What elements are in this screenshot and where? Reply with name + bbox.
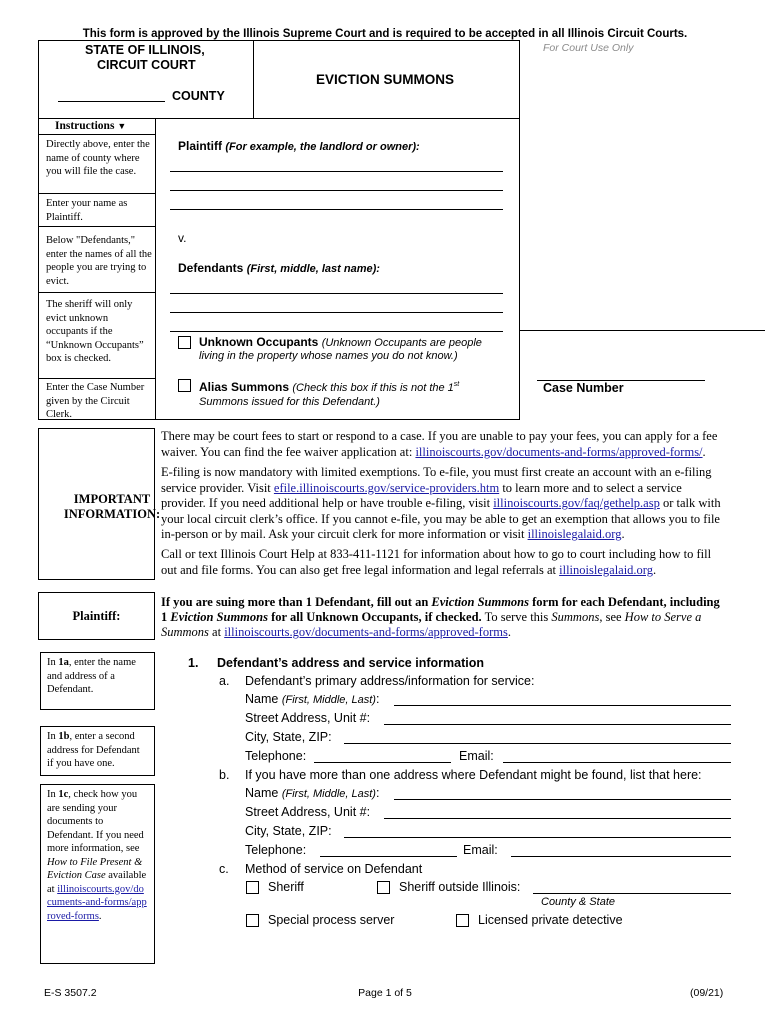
instruction-item: Below "Defendants," enter the names of all the people you are trying to evict. (46, 235, 152, 287)
sheriff-outside-checkbox[interactable] (377, 881, 390, 894)
state-label: STATE OF ILLINOIS, (85, 43, 205, 57)
plaintiff-input-line-2[interactable] (170, 190, 503, 191)
instructions-toggle[interactable] (55, 120, 126, 132)
email-label-b: Email: (463, 843, 498, 857)
licensed-detective-label: Licensed private detective (478, 913, 623, 927)
important-label: IMPORTANT (73, 492, 151, 506)
name-input-a[interactable] (394, 705, 731, 706)
unknown-occupants-label: Unknown Occupants (Unknown Occupants are people (199, 335, 482, 349)
instruction-1b: In 1b, enter a second address for Defendant if you have one. (40, 726, 155, 776)
item-b-title: If you have more than one address where Defendant might be found, list that here: (245, 768, 702, 782)
plaintiff-box-label: Plaintiff: (72, 609, 121, 623)
important-label-2: INFORMATION: (63, 507, 161, 521)
plaintiff-input-line-1[interactable] (170, 171, 503, 172)
city-label-b: City, State, ZIP: (245, 824, 332, 838)
fee-waiver-info: There may be court fees to start or respond to a case. If you are unable to pay your fees, you can apply for a fee waiver. You can find the fee waiver application at: illinoiscourts.gov/documents-and-forms/approved-forms/. (161, 429, 718, 459)
unknown-occupants-checkbox[interactable] (178, 336, 191, 349)
section-title: Defendant’s address and service information (217, 656, 484, 670)
county-state-input[interactable] (533, 893, 731, 894)
legalaid-link-2[interactable]: illinoislegalaid.org (559, 562, 653, 577)
item-a-title: Defendant’s primary address/information for service: (245, 674, 535, 688)
county-label: COUNTY (172, 89, 225, 103)
instruction-1a: In 1a, enter the name and address of a Defendant. (40, 652, 155, 710)
instruction-forms-link[interactable]: illinoiscourts.gov/documents-and-forms/approved-forms (47, 883, 147, 922)
sheriff-label: Sheriff (268, 880, 304, 894)
city-input-b[interactable] (344, 837, 731, 838)
street-label-a: Street Address, Unit #: (245, 711, 371, 725)
case-number-label: Case Number (543, 381, 624, 395)
street-input-b[interactable] (384, 818, 731, 819)
special-process-label: Special process server (268, 913, 395, 927)
efiling-info: E-filing is now mandatory with limited exemptions. To e-file, you must first create an account with an e-filing service provider. Visit efile.illinoiscourts.gov/service-providers.htm to learn more and to select a service provider. If you need additional help or have trouble e-filing, visit illinoiscourts.gov/faq/gethelp.asp or talk with your local circuit clerk’s office. If you cannot e-file, you may be able to get an exemption that allows you to file in-person or by mail. Ask your circuit clerk for more information or visit illinoislegalaid.org. (161, 465, 721, 541)
alias-summons-hint: Summons issued for this Defendant.) (199, 396, 380, 408)
name-label-b: Name (First, Middle, Last): (245, 786, 380, 800)
phone-label-a: Telephone: (245, 749, 307, 763)
county-input-line[interactable] (58, 101, 165, 102)
email-input-b[interactable] (511, 856, 731, 857)
item-a-letter: a. (219, 674, 230, 688)
caret-down-icon: ▼ (117, 121, 127, 131)
form-code: E-S 3507.2 (44, 987, 97, 999)
name-input-b[interactable] (394, 799, 731, 800)
city-input-a[interactable] (344, 743, 731, 744)
defendant-input-line-3[interactable] (170, 331, 503, 332)
instruction-item: The sheriff will only evict unknown occupants if the “Unknown Occupants” box is checked. (46, 299, 144, 364)
court-help-info: Call or text Illinois Court Help at 833-411-1121 for information about how to go to court including how to fill out and file forms. You can also get free legal information and legal referrals at illinoislegalaid.org. (161, 547, 712, 577)
alias-summons-label: Alias Summons (Check this box if this is not the 1st (199, 380, 460, 394)
plaintiff-multi-defendant-info: If you are suing more than 1 Defendant, fill out an Eviction Summons form for each Defendant, including 1 Eviction Summons for all Unknown Occupants, if checked. To serve this Summons, see How to Serve a Summons at illinoiscourts.gov/documents-and-forms/approved-forms. (161, 595, 720, 639)
instructions-toggle-label: Instructions (55, 120, 115, 132)
name-label-a: Name (First, Middle, Last): (245, 692, 380, 706)
sheriff-checkbox[interactable] (246, 881, 259, 894)
phone-input-a[interactable] (314, 762, 451, 763)
instruction-1c: In 1c, check how you are sending your documents to Defendant. If you need more information, see How to File Present & Eviction Case available at illinoiscourts.gov/documents-and-forms/approved-forms. (40, 784, 155, 964)
item-c-title: Method of service on Defendant (245, 862, 423, 876)
defendant-input-line-1[interactable] (170, 293, 503, 294)
street-input-a[interactable] (384, 724, 731, 725)
city-label-a: City, State, ZIP: (245, 730, 332, 744)
instruction-item: Directly above, enter the name of county where you will file the case. (46, 139, 150, 177)
unknown-occupants-hint: living in the property whose names you do not know.) (199, 350, 458, 362)
fee-waiver-link[interactable]: illinoiscourts.gov/documents-and-forms/approved-forms/ (415, 444, 703, 459)
gethelp-link[interactable]: illinoiscourts.gov/faq/gethelp.asp (493, 496, 660, 510)
approved-forms-link[interactable]: illinoiscourts.gov/documents-and-forms/approved-forms (224, 625, 508, 639)
item-c-letter: c. (219, 862, 229, 876)
street-label-b: Street Address, Unit #: (245, 805, 371, 819)
licensed-detective-checkbox[interactable] (456, 914, 469, 927)
item-b-letter: b. (219, 768, 230, 782)
county-state-hint: County & State (541, 896, 615, 908)
phone-input-b[interactable] (320, 856, 457, 857)
defendants-label: Defendants (First, middle, last name): (178, 261, 380, 275)
form-version: (09/21) (690, 987, 724, 999)
efile-providers-link[interactable]: efile.illinoiscourts.gov/service-providers.htm (273, 480, 500, 495)
instruction-item: Enter your name as Plaintiff. (46, 198, 128, 223)
versus-label: v. (178, 231, 187, 245)
approval-notice: This form is approved by the Illinois Supreme Court and is required to be accepted in all Illinois Circuit Courts. (82, 28, 688, 40)
email-input-a[interactable] (503, 762, 731, 763)
plaintiff-input-line-3[interactable] (170, 209, 503, 210)
court-label: CIRCUIT COURT (97, 58, 196, 72)
page-number: Page 1 of 5 (358, 987, 412, 999)
plaintiff-label: Plaintiff (For example, the landlord or owner): (178, 139, 420, 153)
form-title: EVICTION SUMMONS (316, 72, 455, 87)
sheriff-outside-label: Sheriff outside Illinois: (399, 880, 521, 894)
section-number: 1. (188, 656, 199, 670)
alias-summons-checkbox[interactable] (178, 379, 191, 392)
court-use-label: For Court Use Only (543, 42, 634, 54)
legalaid-link[interactable]: illinoislegalaid.org (527, 527, 622, 541)
email-label-a: Email: (459, 749, 494, 763)
special-process-checkbox[interactable] (246, 914, 259, 927)
phone-label-b: Telephone: (245, 843, 307, 857)
defendant-input-line-2[interactable] (170, 312, 503, 313)
instruction-item: Enter the Case Number given by the Circuit Clerk. (46, 382, 145, 420)
